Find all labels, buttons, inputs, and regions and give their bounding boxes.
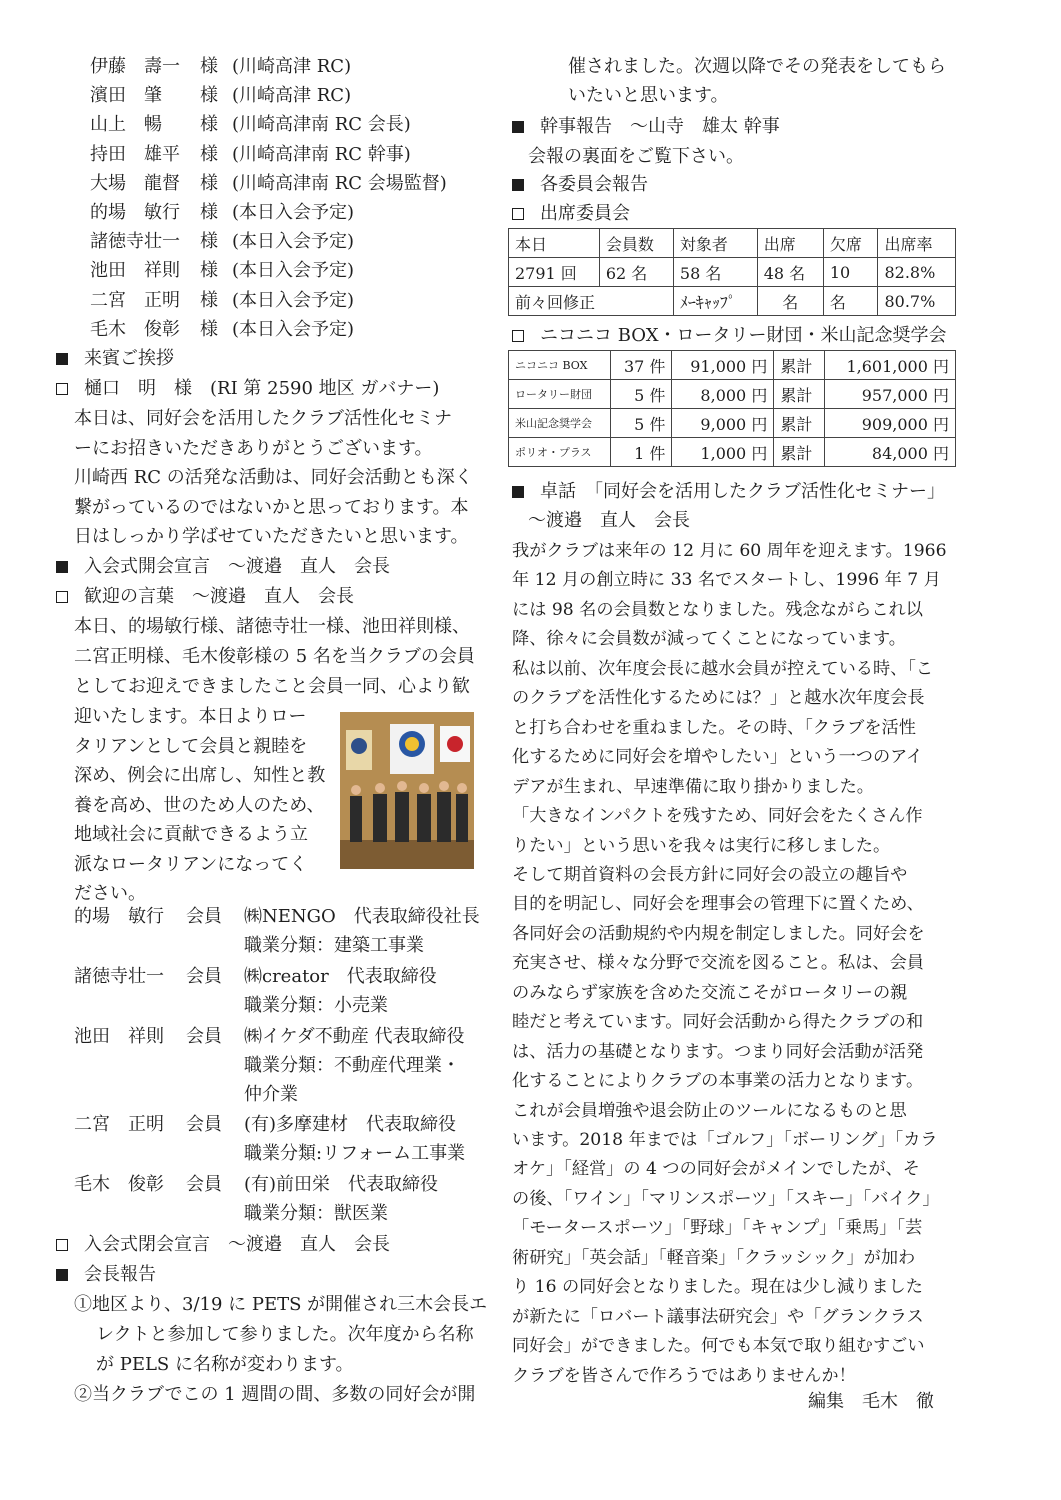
- table-cell: 1 件: [610, 438, 672, 467]
- paragraph-line: そして期首資料の会長方針に同好会の設立の趣旨や: [512, 864, 908, 885]
- member-name: 的場 敏行: [74, 906, 164, 927]
- table-cell: 82.8%: [878, 258, 956, 287]
- member-role: 会員: [186, 906, 222, 927]
- member-company: ㈱NENGO 代表取締役社長: [244, 906, 480, 927]
- paragraph-line: 本日、的場敏行様、諸徳寺壮一様、池田祥則様、: [74, 616, 470, 637]
- guest-honorific: 様: [200, 202, 218, 223]
- member-row: [74, 905, 480, 929]
- guest-row: [90, 84, 351, 108]
- table-cell: 80.7%: [878, 287, 956, 316]
- attendance-table: [508, 228, 956, 316]
- paragraph-line: のクラブを活性化するためには？」と越水次年度会長: [512, 688, 925, 709]
- table-cell: ロータリー財団: [509, 380, 611, 409]
- paragraph-line: 年 12 月の創立時に 33 名でスタートし、1996 年 7 月: [512, 570, 941, 591]
- attendance-header-row: [509, 229, 956, 258]
- guest-row: [90, 113, 411, 137]
- member-name: 二宮 正明: [74, 1114, 164, 1135]
- table-cell: 5 件: [610, 409, 672, 438]
- member-role: 会員: [186, 1114, 222, 1135]
- paragraph-line: ださい。: [74, 883, 146, 904]
- member-row: [74, 965, 437, 989]
- guest-row: [90, 201, 354, 225]
- guest-affiliation: (川崎高津南 RC 会場監督): [232, 172, 447, 194]
- donations-table: [508, 350, 956, 467]
- guest-name: 池田 祥則: [90, 260, 180, 282]
- attendance-heading: 出席委員会: [512, 202, 630, 226]
- president-report-heading: 会長報告: [56, 1263, 156, 1287]
- table-cell: 957,000 円: [825, 380, 956, 409]
- hollow-square-icon: [56, 591, 68, 603]
- member-row: [74, 1025, 464, 1049]
- paragraph-line: ①地区より、3/19 に PETS が開催され三木会長エ: [74, 1294, 488, 1315]
- table-cell: ポリオ・プラス: [509, 438, 611, 467]
- secretary-heading: 幹事報告 ～山寺 雄太 幹事: [512, 115, 780, 139]
- hollow-square-icon: [512, 208, 524, 220]
- secretary-text: 会報の裏面をご覧下さい。: [528, 146, 744, 167]
- member-row: [74, 1113, 456, 1137]
- guest-honorific: 様: [200, 56, 218, 77]
- member-industry: 職業分類：建築工事業: [244, 935, 424, 956]
- guest-row: [90, 172, 447, 196]
- guest-greeting-speaker: 樋口 明 様 (RI 第 2590 地区 ガバナー): [56, 377, 439, 401]
- paragraph-line: 「モータースポーツ」「野球」「キャンプ」「乗馬」「芸: [512, 1218, 923, 1239]
- guest-name: 持田 雄平: [90, 143, 180, 165]
- table-cell: 米山記念奨学会: [509, 409, 611, 438]
- paragraph-line: 養を高め、世のため人のため、: [74, 794, 325, 816]
- table-cell: 対象者: [673, 229, 757, 258]
- table-cell: 累計: [774, 409, 825, 438]
- guest-row: [90, 318, 354, 342]
- guest-honorific: 様: [200, 260, 218, 282]
- paragraph-line: 催されました。次週以降でその発表をしてもら: [568, 56, 946, 77]
- guest-name: 毛木 俊彰: [90, 318, 180, 340]
- solid-square-icon: [512, 121, 524, 133]
- table-cell: 909,000 円: [825, 409, 956, 438]
- table-cell: 累計: [774, 438, 825, 467]
- hollow-square-icon: [56, 1239, 68, 1251]
- paragraph-line: クラブを皆さんで作ろうではありませんか！: [512, 1365, 856, 1386]
- table-cell: 9,000 円: [672, 409, 774, 438]
- attendance-row: [509, 258, 956, 287]
- paragraph-line: り 16 の同好会となりました。現在は少し減りました: [512, 1277, 923, 1298]
- paragraph-line: 各同好会の活動規約や内規を制定しました。同好会を: [512, 923, 925, 944]
- guest-name: 山上 暢: [90, 114, 162, 136]
- speech-heading: 卓話 「同好会を活用したクラブ活性化セミナー」: [512, 480, 945, 504]
- guest-affiliation: (川崎高津南 RC 会長): [232, 114, 411, 136]
- paragraph-line: レクトと参加して参りました。次年度から名称: [96, 1324, 474, 1345]
- guest-affiliation: (川崎高津南 RC 幹事): [232, 143, 411, 165]
- table-cell: 10: [823, 258, 878, 287]
- paragraph-line: には 98 名の会員数となりました。残念ながらこれ以: [512, 599, 923, 620]
- donations-heading: ニコニコ BOX・ロータリー財団・米山記念奨学会: [512, 324, 947, 348]
- guest-name: 伊藤 壽一: [90, 56, 180, 77]
- guest-honorific: 様: [200, 318, 218, 340]
- paragraph-line: 私は以前、次年度会長に越水会員が控えている時、「こ: [512, 658, 934, 679]
- hollow-square-icon: [512, 330, 524, 342]
- member-industry: 職業分類：獣医業: [244, 1203, 388, 1224]
- paragraph-line: デアが生まれ、早速準備に取り掛かりました。: [512, 776, 874, 797]
- member-company: (有)多摩建材 代表取締役: [244, 1114, 457, 1135]
- table-cell: ニコニコ BOX: [509, 351, 611, 380]
- member-role: 会員: [186, 1174, 222, 1195]
- donation-row: [509, 409, 956, 438]
- hollow-square-icon: [56, 383, 68, 395]
- welcome-heading: 歓迎の言葉 ～渡邉 直人 会長: [56, 585, 354, 609]
- table-cell: 出席: [757, 229, 823, 258]
- committee-heading: 各委員会報告: [512, 173, 648, 197]
- closing-declaration: 入会式閉会宣言 ～渡邉 直人 会長: [56, 1233, 390, 1257]
- table-cell: 1,000 円: [672, 438, 774, 467]
- paragraph-line: 二宮正明様、毛木俊彰様の 5 名を当クラブの会員: [74, 646, 475, 667]
- paragraph-line: 日はしっかり学ばせていただきたいと思います。: [74, 526, 469, 547]
- guest-affiliation: (本日入会予定): [232, 260, 355, 282]
- table-cell: 出席率: [878, 229, 956, 258]
- paragraph-line: 繋がっているのではないかと思っております。本: [74, 496, 469, 518]
- paragraph-line: の後、「ワイン」「マリンスポーツ」「スキー」「バイク」: [512, 1188, 940, 1209]
- table-cell: 84,000 円: [825, 438, 956, 467]
- paragraph-line: 充実させ、様々な分野で交流を図ること。私は、会員: [512, 953, 924, 974]
- solid-square-icon: [56, 561, 68, 573]
- solid-square-icon: [56, 1269, 68, 1281]
- guest-row: [90, 289, 354, 313]
- paragraph-line: 我がクラブは来年の 12 月に 60 周年を迎えます。1966: [512, 541, 947, 561]
- paragraph-line: いたいと思います。: [568, 85, 729, 106]
- table-cell: 8,000 円: [672, 380, 774, 409]
- table-cell: 前々回修正: [509, 287, 674, 316]
- guest-affiliation: (本日入会予定): [232, 202, 355, 223]
- table-cell: 5 件: [610, 380, 672, 409]
- table-cell: 欠席: [823, 229, 878, 258]
- paragraph-line: が PELS に名称が変わります。: [96, 1354, 354, 1375]
- paragraph-line: 迎いたします。本日よりロー: [74, 706, 307, 727]
- guest-affiliation: (本日入会予定): [232, 318, 355, 340]
- guest-name: 二宮 正明: [90, 289, 180, 311]
- table-cell: 累計: [774, 380, 825, 409]
- paragraph-line: 化するために同好会を増やしたい」という一つのアイ: [512, 747, 923, 768]
- guest-row: [90, 55, 351, 79]
- paragraph-line: と打ち合わせを重ねました。その時、「クラブを活性: [512, 717, 916, 738]
- guest-affiliation: (本日入会予定): [232, 289, 355, 311]
- table-cell: 2791 回: [509, 258, 600, 287]
- table-cell: 名: [823, 287, 878, 316]
- guest-honorific: 様: [200, 172, 218, 194]
- editor-credit: 編集 毛木 徹: [808, 1391, 934, 1412]
- guest-name: 諸徳寺壮一: [90, 231, 180, 253]
- table-cell: 37 件: [610, 351, 672, 380]
- guest-honorific: 様: [200, 85, 218, 107]
- paragraph-line: 睦だと考えています。同好会活動から得たクラブの和: [512, 1012, 924, 1033]
- table-cell: 会員数: [599, 229, 673, 258]
- guest-name: 大場 龍督: [90, 172, 180, 194]
- table-cell: 91,000 円: [672, 351, 774, 380]
- paragraph-line: タリアンとして会員と親睦を: [74, 735, 308, 757]
- guest-row: [90, 230, 354, 254]
- paragraph-line: 派なロータリアンになってく: [74, 853, 308, 875]
- paragraph-line: ーにお招きいただきありがとうございます。: [74, 437, 433, 459]
- member-company: (有)前田栄 代表取締役: [244, 1174, 439, 1195]
- solid-square-icon: [56, 353, 68, 365]
- member-name: 池田 祥則: [74, 1026, 164, 1047]
- member-industry: 職業分類：小売業: [244, 995, 388, 1016]
- attendance-correction-row: [509, 287, 956, 316]
- guest-name: 濱田 肇: [90, 85, 162, 107]
- guest-honorific: 様: [200, 231, 218, 253]
- paragraph-line: います。2018 年までは「ゴルフ」「ボーリング」「カラ: [512, 1130, 938, 1150]
- member-name: 諸徳寺壮一: [74, 966, 164, 987]
- paragraph-line: 降、徐々に会員数が減ってくことになっています。: [512, 629, 906, 650]
- ceremony-photo: [340, 712, 474, 869]
- member-company: ㈱creator 代表取締役: [244, 966, 437, 987]
- paragraph-line: 同好会」ができました。何でも本気で取り組むすごい: [512, 1336, 925, 1357]
- paragraph-line: 「大きなインパクトを残すため、同好会をたくさん作: [512, 806, 923, 827]
- table-cell: 58 名: [673, 258, 757, 287]
- member-name: 毛木 俊彰: [74, 1174, 164, 1195]
- member-row: [74, 1173, 438, 1197]
- paragraph-line: のみならず家族を含めた交流こそがロータリーの親: [512, 982, 908, 1003]
- paragraph-line: オケ」「経営」の 4 つの同好会がメインでしたが、そ: [512, 1159, 920, 1180]
- solid-square-icon: [512, 486, 524, 498]
- paragraph-line: 本日は、同好会を活用したクラブ活性化セミナ: [74, 408, 452, 429]
- paragraph-line: りたい」という思いを我々は実行に移しました。: [512, 835, 891, 856]
- guest-affiliation: (川崎高津 RC): [232, 56, 352, 77]
- table-cell: 名: [757, 287, 823, 316]
- paragraph-line: 深め、例会に出席し、知性と教: [74, 765, 326, 786]
- paragraph-line: 川崎西 RC の活発な活動は、同好会活動とも深く: [74, 467, 473, 488]
- donation-row: [509, 380, 956, 409]
- member-industry: 職業分類：不動産代理業・: [244, 1055, 460, 1076]
- paragraph-line: 目的を明記し、同好会を理事会の管理下に置くため、: [512, 894, 924, 915]
- solid-square-icon: [512, 179, 524, 191]
- paragraph-line: これが会員増強や退会防止のツールになるものと思: [512, 1100, 907, 1121]
- paragraph-line: 術研究」「英会話」「軽音楽」「クラッシック」が加わ: [512, 1247, 916, 1268]
- guest-honorific: 様: [200, 114, 218, 136]
- table-cell: 本日: [509, 229, 600, 258]
- guest-honorific: 様: [200, 289, 218, 311]
- member-role: 会員: [186, 966, 222, 987]
- guest-honorific: 様: [200, 143, 218, 165]
- table-cell: 1,601,000 円: [825, 351, 956, 380]
- guest-affiliation: (川崎高津 RC): [232, 85, 352, 107]
- donation-row: [509, 351, 956, 380]
- table-cell: 48 名: [757, 258, 823, 287]
- guest-row: [90, 259, 354, 283]
- opening-declaration: 入会式開会宣言 ～渡邉 直人 会長: [56, 555, 390, 579]
- table-cell: 62 名: [599, 258, 673, 287]
- member-industry: 仲介業: [244, 1084, 298, 1105]
- paragraph-line: としてお迎えできましたこと会員一同、心より歓: [74, 676, 470, 697]
- guest-affiliation: (本日入会予定): [232, 231, 355, 253]
- paragraph-line: 化することによりクラブの本事業の活力となります。: [512, 1071, 924, 1092]
- guest-name: 的場 敏行: [90, 202, 180, 223]
- guest-row: [90, 143, 411, 167]
- member-role: 会員: [186, 1026, 222, 1047]
- table-cell: ﾒｰｷｬｯﾌﾟ: [673, 287, 757, 316]
- member-industry: 職業分類:リフォーム工事業: [244, 1143, 466, 1164]
- speech-speaker: ～渡邉 直人 会長: [528, 510, 690, 531]
- table-cell: 累計: [774, 351, 825, 380]
- donation-row: [509, 438, 956, 467]
- paragraph-line: 地域社会に貢献できるよう立: [74, 824, 308, 845]
- guest-greeting-heading: 来賓ご挨拶: [56, 347, 174, 371]
- member-company: ㈱イケダ不動産 代表取締役: [244, 1026, 465, 1047]
- paragraph-line: ②当クラブでこの 1 週間の間、多数の同好会が開: [74, 1384, 476, 1405]
- paragraph-line: は、活力の基礎となります。つまり同好会活動が活発: [512, 1041, 924, 1062]
- paragraph-line: が新たに「ロバート議事法研究会」や「グランクラス: [512, 1306, 924, 1327]
